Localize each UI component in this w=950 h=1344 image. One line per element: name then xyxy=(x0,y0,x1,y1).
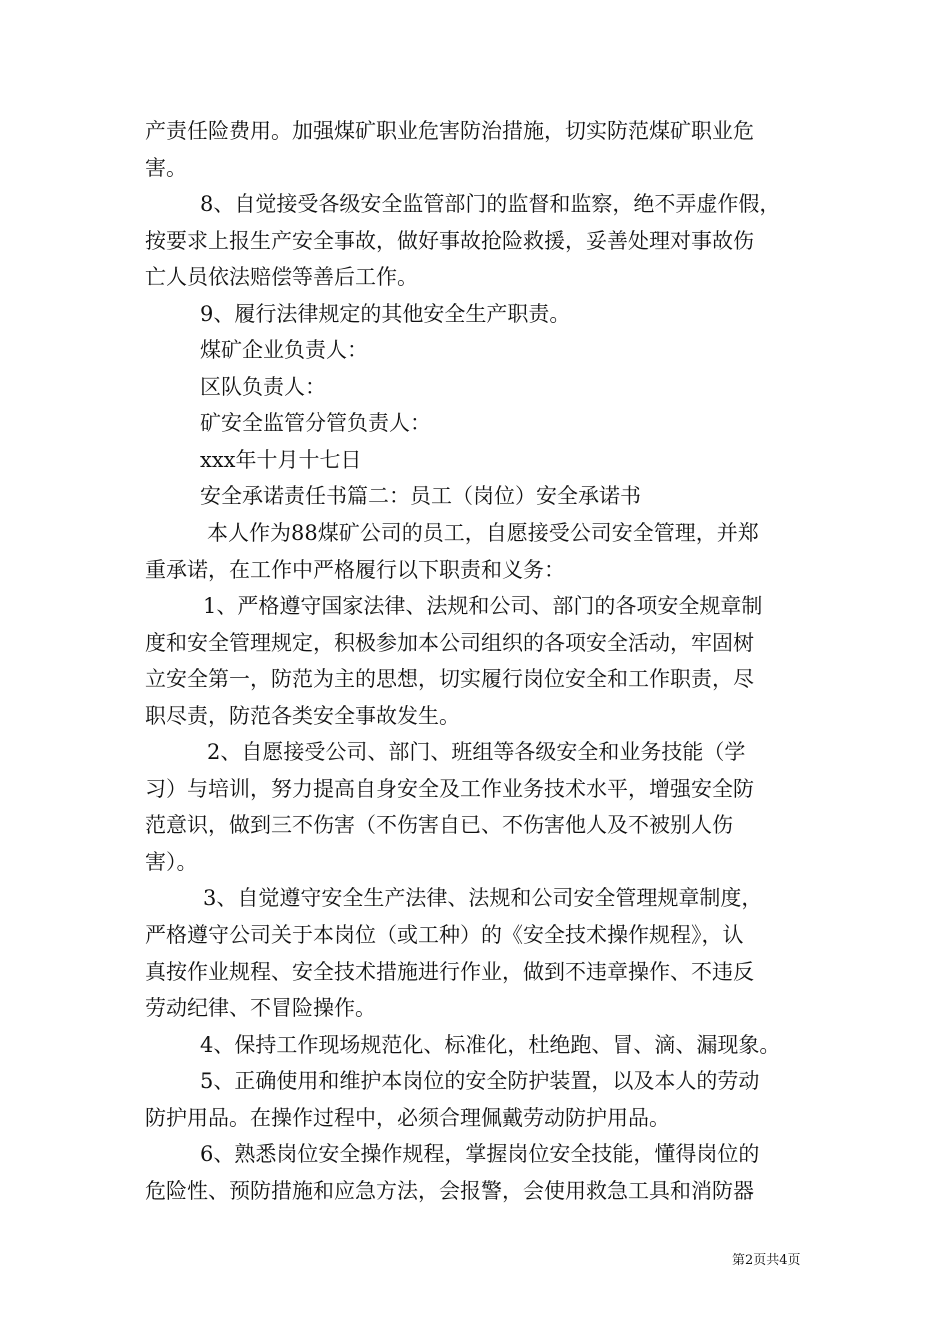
text-line: 劳动纪律、不冒险操作。 xyxy=(145,996,376,1021)
text-line: xxx年十月十七日 xyxy=(200,447,362,472)
text-line: 防护用品。在操作过程中，必须合理佩戴劳动防护用品。 xyxy=(145,1105,670,1130)
text-line: 亡人员依法赔偿等善后工作。 xyxy=(145,265,418,290)
text-line: 区队负责人： xyxy=(200,374,326,399)
text-line: 害）。 xyxy=(145,849,198,874)
document-body xyxy=(145,113,810,1209)
text-line: 习）与培训，努力提高自身安全及工作业务技术水平，增强安全防 xyxy=(145,776,754,801)
text-line: 5、正确使用和维护本岗位的安全防护装置，以及本人的劳动 xyxy=(200,1069,760,1094)
text-line: 重承诺，在工作中严格履行以下职责和义务： xyxy=(145,557,565,582)
text-line: 6、熟悉岗位安全操作规程，掌握岗位安全技能，懂得岗位的 xyxy=(200,1142,760,1167)
text-line: 度和安全管理规定，积极参加本公司组织的各项安全活动，牢固树 xyxy=(145,630,754,655)
text-line: 9、履行法律规定的其他安全生产职责。 xyxy=(200,301,571,326)
text-line: 按要求上报生产安全事故，做好事故抢险救援，妥善处理对事故伤 xyxy=(145,228,754,253)
text-line: 8、自觉接受各级安全监管部门的监督和监察，绝不弄虚作假， xyxy=(200,192,781,217)
page-number: 第2页共4页 xyxy=(732,1253,801,1268)
text-line: 范意识，做到三不伤害（不伤害自已、不伤害他人及不被别人伤 xyxy=(145,813,733,838)
text-line: 3、自觉遵守安全生产法律、法规和公司安全管理规章制度， xyxy=(203,886,763,911)
text-line: 害。 xyxy=(145,155,187,180)
text-line: 产责任险费用。加强煤矿职业危害防治措施，切实防范煤矿职业危 xyxy=(145,119,754,143)
text-line: 1、严格遵守国家法律、法规和公司、部门的各项安全规章制 xyxy=(203,594,763,619)
section-heading: 安全承诺责任书篇二：员工（岗位）安全承诺书 xyxy=(200,484,641,509)
text-line: 立安全第一，防范为主的思想，切实履行岗位安全和工作职责，尽 xyxy=(145,667,754,692)
text-line: 4、保持工作现场规范化、标准化，杜绝跑、冒、滴、漏现象。 xyxy=(200,1032,781,1057)
text-line: 煤矿企业负责人： xyxy=(200,338,368,363)
text-line: 真按作业规程、安全技术措施进行作业，做到不违章操作、不违反 xyxy=(145,959,754,984)
text-line: 严格遵守公司关于本岗位（或工种）的《安全技术操作规程》，认 xyxy=(145,923,744,948)
text-line: 矿安全监管分管负责人： xyxy=(200,411,431,436)
text-line: 2、自愿接受公司、部门、班组等各级安全和业务技能（学 xyxy=(207,740,746,765)
text-line: 职尽责，防范各类安全事故发生。 xyxy=(145,703,460,728)
text-line: 本人作为88煤矿公司的员工，自愿接受公司安全管理，并郑 xyxy=(207,521,759,546)
text-line: 危险性、预防措施和应急方法，会报警，会使用救急工具和消防器 xyxy=(145,1178,754,1203)
